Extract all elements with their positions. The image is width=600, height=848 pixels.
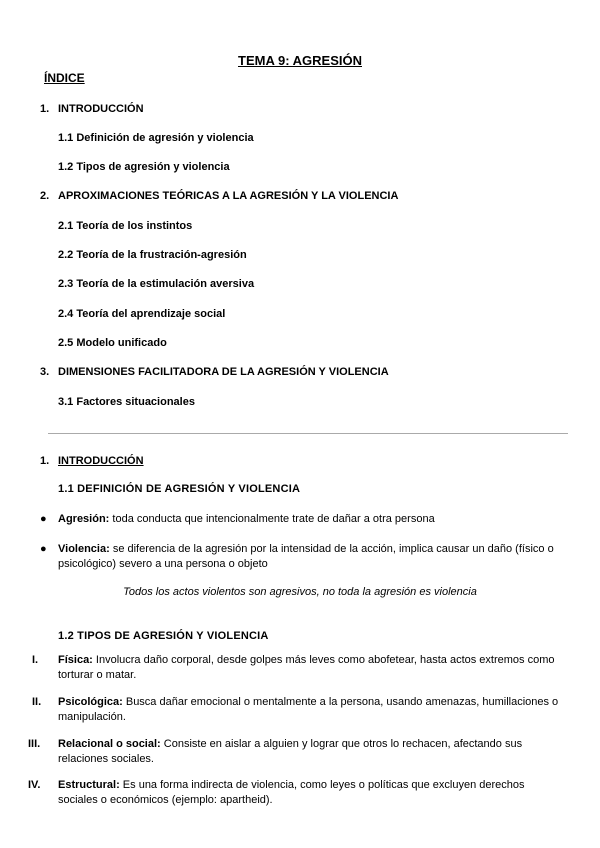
type-number-iv: IV. (28, 779, 41, 791)
index-heading: ÍNDICE (44, 71, 85, 85)
index-number-3: 3. (40, 366, 50, 378)
definition-violencia (58, 542, 563, 572)
type-number-ii: II. (32, 696, 42, 708)
type-number-iii: III. (28, 738, 41, 750)
type-fisica (58, 653, 563, 683)
index-item-2-1: 2.1 Teoría de los instintos (58, 220, 193, 232)
term-violencia: Violencia: (58, 543, 110, 555)
subsection-heading-1-1: 1.1 DEFINICIÓN DE AGRESIÓN Y VIOLENCIA (58, 483, 301, 495)
type-estructural (58, 778, 563, 808)
bullet-marker: ● (40, 513, 47, 525)
section-number-1: 1. (40, 455, 50, 467)
index-item-aproximaciones: APROXIMACIONES TEÓRICAS A LA AGRESIÓN Y LA VIOLENCIA (58, 190, 399, 202)
index-item-2-4: 2.4 Teoría del aprendizaje social (58, 308, 226, 320)
bullet-marker: ● (40, 543, 47, 555)
text-agresion: toda conducta que intencionalmente trate de dañar a otra persona (109, 513, 435, 525)
index-number-1: 1. (40, 103, 50, 115)
text-violencia: se diferencia de la agresión por la intensidad de la acción, implica causar un daño (físico o psicológico) severo a una persona o objeto (58, 543, 554, 570)
index-item-1-1: 1.1 Definición de agresión y violencia (58, 132, 254, 144)
section-heading-introduccion: INTRODUCCIÓN (58, 455, 144, 467)
term-estructural: Estructural: (58, 779, 120, 791)
type-number-i: I. (32, 654, 39, 666)
index-number-2: 2. (40, 190, 50, 202)
text-fisica: Involucra daño corporal, desde golpes más leves como abofetear, hasta actos extremos como torturar o matar. (58, 654, 555, 681)
index-item-2-3: 2.3 Teoría de la estimulación aversiva (58, 278, 255, 290)
text-psicologica: Busca dañar emocional o mentalmente a la persona, usando amenazas, humillaciones o manipulación. (58, 696, 559, 723)
section-divider (48, 433, 568, 434)
quote-note: Todos los actos violentos son agresivos, no toda la agresión es violencia (123, 586, 477, 598)
index-item-dimensiones: DIMENSIONES FACILITADORA DE LA AGRESIÓN Y VIOLENCIA (58, 366, 389, 378)
index-item-introduccion: INTRODUCCIÓN (58, 103, 144, 115)
definition-agresion (58, 512, 563, 527)
term-relacional: Relacional o social: (58, 738, 161, 750)
index-item-3-1: 3.1 Factores situacionales (58, 396, 195, 408)
text-estructural: Es una forma indirecta de violencia, como leyes o políticas que excluyen derechos sociales o económicos (ejemplo: apartheid). (58, 779, 525, 806)
document-title: TEMA 9: AGRESIÓN (238, 53, 362, 68)
type-relacional (58, 737, 563, 767)
index-item-1-2: 1.2 Tipos de agresión y violencia (58, 161, 230, 173)
index-item-2-2: 2.2 Teoría de la frustración-agresión (58, 249, 247, 261)
index-item-2-5: 2.5 Modelo unificado (58, 337, 167, 349)
type-psicologica (58, 695, 563, 725)
subsection-heading-1-2: 1.2 TIPOS DE AGRESIÓN Y VIOLENCIA (58, 630, 269, 642)
term-psicologica: Psicológica: (58, 696, 123, 708)
text-relacional: Consiste en aislar a alguien y lograr que otros lo rechacen, afectando sus relaciones sociales. (58, 738, 523, 765)
term-agresion: Agresión: (58, 513, 110, 525)
term-fisica: Física: (58, 654, 93, 666)
